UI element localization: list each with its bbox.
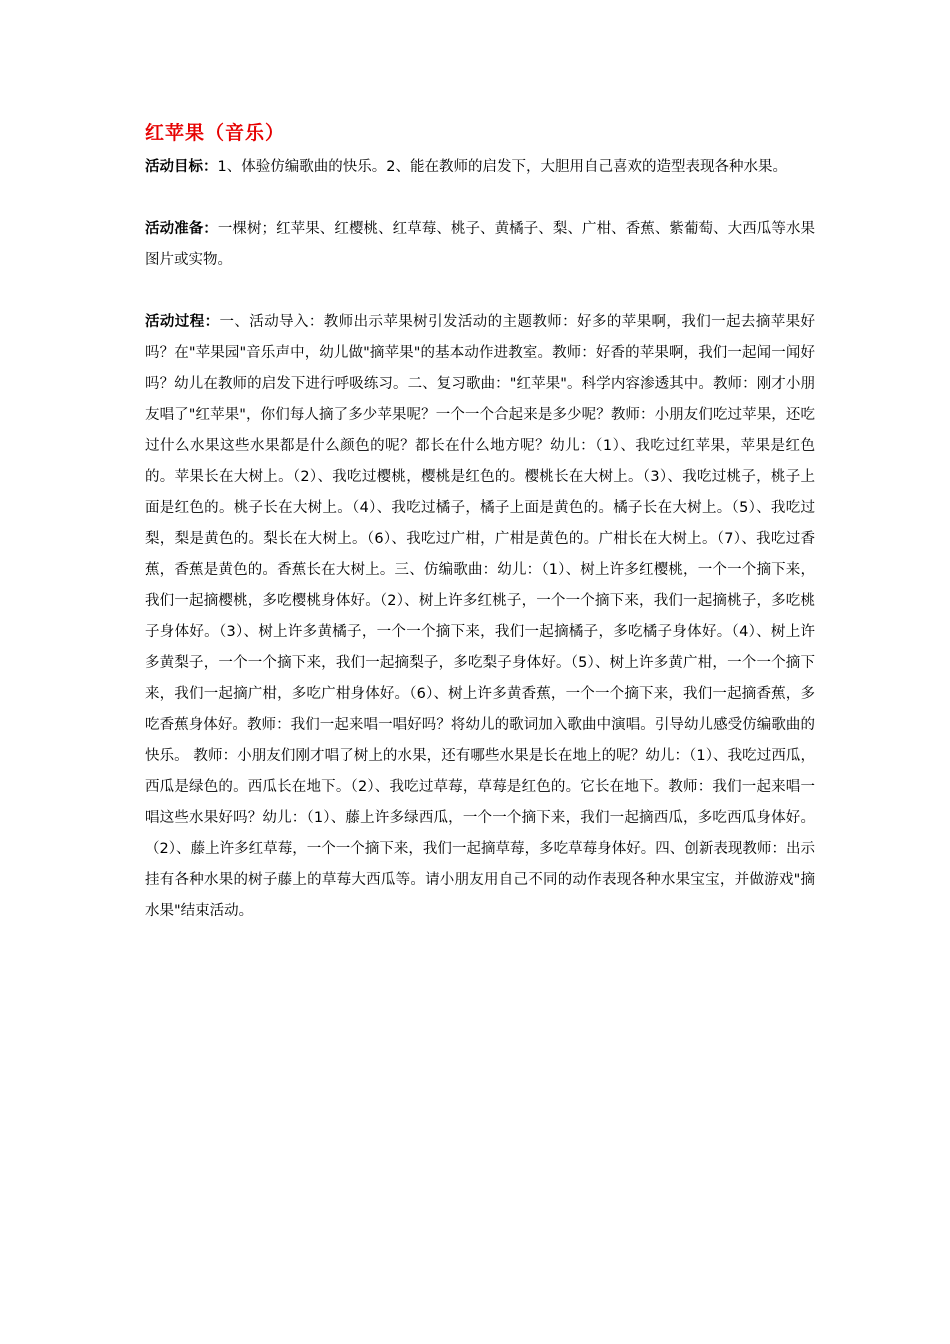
process-paragraph — [145, 307, 815, 927]
document-title: 红苹果（音乐） — [145, 122, 286, 144]
paragraph-spacer — [145, 276, 815, 307]
process-label: 活动过程： — [145, 314, 220, 330]
goals-paragraph — [145, 152, 815, 183]
preparation-text: 一棵树；红苹果、红樱桃、红草莓、桃子、黄橘子、梨、广柑、香蕉、紫葡萄、大西瓜等水果图片或实物。 — [145, 221, 816, 268]
paragraph-spacer — [145, 183, 815, 214]
goals-label: 活动目标： — [145, 159, 218, 175]
preparation-label: 活动准备： — [145, 221, 218, 237]
process-text: 一、活动导入：教师出示苹果树引发活动的主题教师：好多的苹果啊，我们一起去摘苹果好吗？在"苹果园"音乐声中，幼儿做"摘苹果"的基本动作进教室。教师：好香的苹果啊，我们一起闻一闻好吗？幼儿在教师的启发下进行呼吸练习。二、复习歌曲："红苹果"。科学内容渗透其中。教师：刚才小朋友唱了"红苹果"，你们每人摘了多少苹果呢？一个一个合起来是多少呢？教师：小朋友们吃过苹果，还吃过什么水果这些水果都是什么颜色的呢？都长在什么地方呢？幼儿：（1）、我吃过红苹果，苹果是红色的。苹果长在大树上。（2）、我吃过樱桃，樱桃是红色的。樱桃长在大树上。（3）、我吃过桃子，桃子上面是红色的。桃子长在大树上。（4）、我吃过橘子，橘子上面是黄色的。橘子长在大树上。（5）、我吃过梨，梨是黄色的。梨长在大树上。（6）、我吃过广柑，广柑是黄色的。广柑长在大树上。（7）、我吃过香蕉，香蕉是黄色的。香蕉长在大树上。三、仿编歌曲：幼儿：（1）、树上许多红樱桃，一个一个摘下来，我们一起摘樱桃，多吃樱桃身体好。（2）、树上许多红桃子，一个一个摘下来，我们一起摘桃子，多吃桃子身体好。（3）、树上许多黄橘子，一个一个摘下来，我们一起摘橘子，多吃橘子身体好。（4）、树上许多黄梨子，一个一个摘下来，我们一起摘梨子，多吃梨子身体好。（5）、树上许多黄广柑，一个一个摘下来，我们一起摘广柑，多吃广柑身体好。（6）、树上许多黄香蕉，一个一个摘下来，我们一起摘香蕉，多吃香蕉身体好。教师：我们一起来唱一唱好吗？将幼儿的歌词加入歌曲中演唱。引导幼儿感受仿编歌曲的快乐。 教师：小朋友们刚才唱了树上的水果，还有哪些水果是长在地上的呢？幼儿：（1）、我吃过西瓜，西瓜是绿色的。西瓜长在地下。（2）、我吃过草莓，草莓是红色的。它长在地下。教师：我们一起来唱一唱这些水果好吗？幼儿：（1）、藤上许多绿西瓜，一个一个摘下来，我们一起摘西瓜，多吃西瓜身体好。（2）、藤上许多红草莓，一个一个摘下来，我们一起摘草莓，多吃草莓身体好。四、创新表现教师：出示挂有各种水果的树子藤上的草莓大西瓜等。请小朋友用自己不同的动作表现各种水果宝宝，并做游戏"摘水果"结束活动。 — [145, 314, 816, 919]
preparation-paragraph — [145, 214, 815, 276]
goals-text: 1、体验仿编歌曲的快乐。2、能在教师的启发下，大胆用自己喜欢的造型表现各种水果。 — [217, 159, 787, 175]
document-page — [145, 118, 815, 927]
